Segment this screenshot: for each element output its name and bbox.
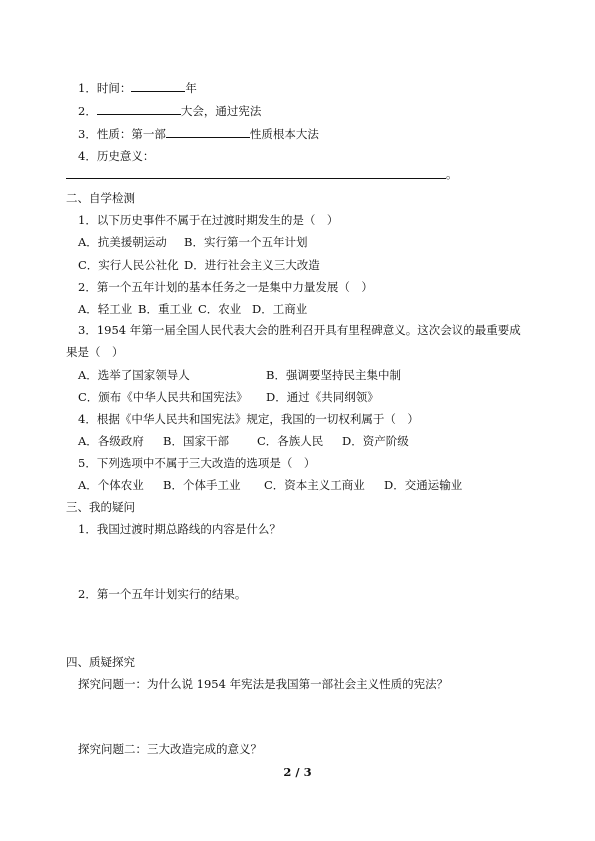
q4-option-b[interactable]: B．国家干部 [163, 434, 229, 448]
item-4: 4．历史意义： [78, 149, 155, 163]
q4-option-c[interactable]: C．各族人民 [257, 434, 324, 448]
question-1-stem: 1．以下历史事件不属于在过渡时期发生的是（ ） [78, 213, 339, 227]
q4-option-d[interactable]: D．资产阶级 [342, 434, 409, 448]
blank-year[interactable] [131, 80, 185, 92]
doubt-question-2: 2．第一个五年计划实行的结果。 [78, 587, 247, 601]
question-2-stem: 2．第一个五年计划的基本任务之一是集中力量发展（ ） [78, 280, 373, 294]
q1-option-a[interactable]: A．抗美援朝运动 [78, 235, 167, 249]
item-3: 3．性质：第一部 性质根本大法 [78, 127, 319, 141]
page-number: 2 / 3 [283, 765, 312, 779]
q5-option-a[interactable]: A．个体农业 [78, 478, 144, 492]
question-3-stem-line2: 果是（ ） [66, 345, 124, 359]
question-5-stem: 5．下列选项中不属于三大改造的选项是（ ） [78, 456, 316, 470]
q4-option-a[interactable]: A．各级政府 [78, 434, 144, 448]
q1-option-c[interactable]: C．实行人民公社化 [78, 258, 179, 272]
question-4-stem: 4．根据《中华人民共和国宪法》规定，我国的一切权利属于（ ） [78, 412, 419, 426]
q1-option-d[interactable]: D．进行社会主义三大改造 [184, 258, 320, 272]
q1-option-b[interactable]: B．实行第一个五年计划 [184, 235, 308, 249]
q3-option-d[interactable]: D．通过《共同纲领》 [266, 390, 379, 404]
section-3-heading: 三、我的疑问 [66, 500, 135, 514]
answer-line-end: 。 [446, 167, 458, 181]
item-1: 1．时间： 年 [78, 81, 197, 95]
inquiry-question-1: 探究问题一：为什么说 1954 年宪法是我国第一部社会主义性质的宪法？ [78, 677, 449, 691]
q5-option-c[interactable]: C．资本主义工商业 [264, 478, 365, 492]
q2-option-c[interactable]: C．农业 [198, 302, 242, 316]
q3-option-c[interactable]: C．颁布《中华人民共和国宪法》 [78, 390, 248, 404]
q2-option-a[interactable]: A．轻工业 [78, 302, 133, 316]
blank-nature[interactable] [166, 126, 250, 138]
question-3-stem-line1: 3．1954 年第一届全国人民代表大会的胜利召开具有里程碑意义。这次会议的最重要成 [78, 323, 521, 337]
section-4-heading: 四、质疑探究 [66, 655, 135, 669]
inquiry-question-2: 探究问题二：三大改造完成的意义？ [78, 742, 262, 756]
q2-option-b[interactable]: B．重工业 [138, 302, 193, 316]
q3-option-a[interactable]: A．选举了国家领导人 [78, 368, 190, 382]
blank-congress[interactable] [97, 103, 181, 115]
answer-line-significance[interactable] [66, 178, 446, 179]
doubt-question-1: 1．我国过渡时期总路线的内容是什么？ [78, 522, 281, 536]
q5-option-d[interactable]: D．交通运输业 [384, 478, 463, 492]
q2-option-d[interactable]: D．工商业 [252, 302, 308, 316]
q5-option-b[interactable]: B．个体手工业 [163, 478, 241, 492]
item-2: 2． 大会，通过宪法 [78, 104, 262, 118]
section-2-heading: 二、自学检测 [66, 191, 135, 205]
q3-option-b[interactable]: B．强调要坚持民主集中制 [266, 368, 401, 382]
